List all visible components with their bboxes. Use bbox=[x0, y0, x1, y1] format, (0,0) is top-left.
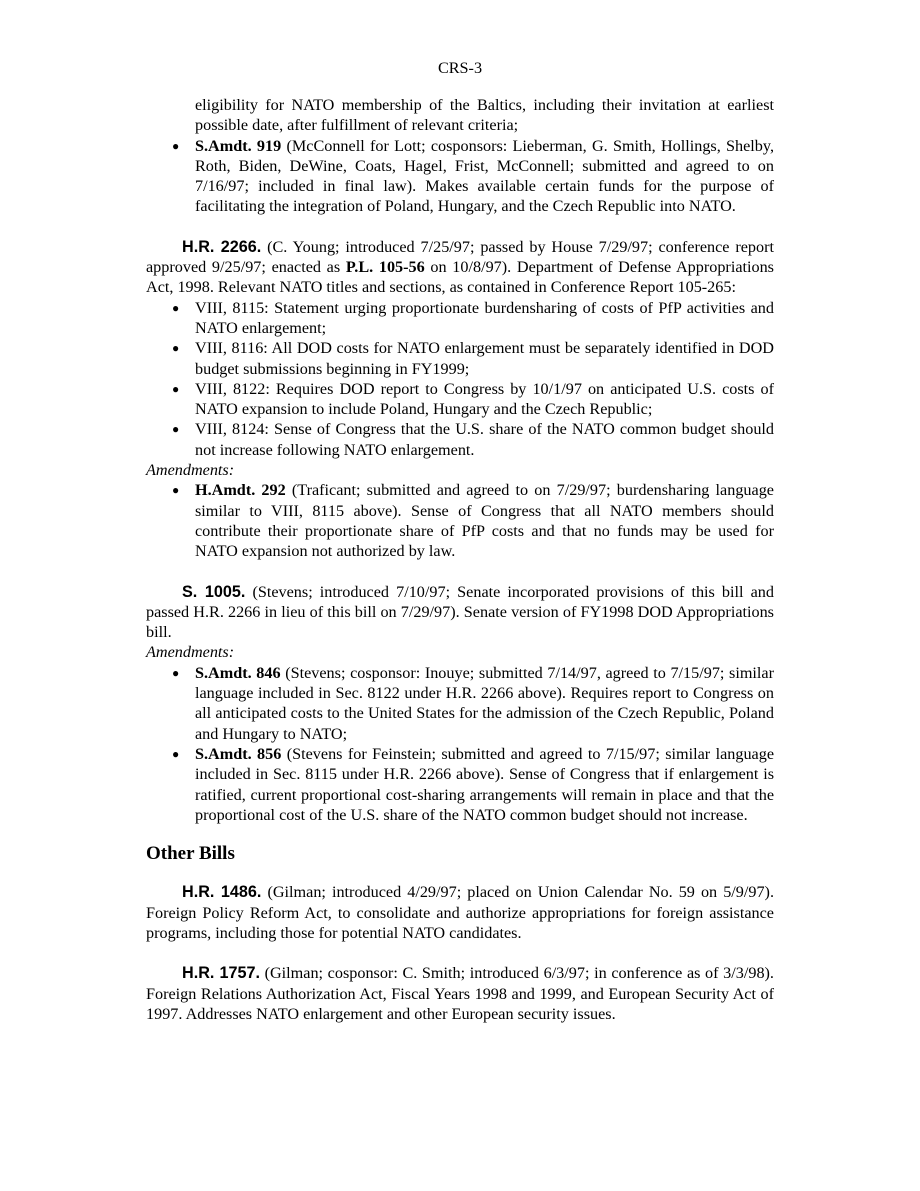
bill-text: (Gilman; introduced 4/29/97; placed on Union Calendar No. 59 on 5/9/97). Foreign Policy Reform Act, to consolidate and authorize appropriations for foreign assistance programs, including those for potential NATO candidates. bbox=[146, 883, 774, 942]
bill-entry-hr1486 bbox=[146, 882, 774, 943]
page-content bbox=[146, 95, 774, 1024]
amendment-text: (McConnell for Lott; cosponsors: Lieberman, G. Smith, Hollings, Shelby, Roth, Biden, DeWine, Coats, Hagel, Frist, McConnell; submitted and agreed to on 7/16/97; included in final law). Makes available certain funds for the purpose of facilitating the integration of Poland, Hungary, and the Czech Republic into NATO. bbox=[195, 136, 774, 216]
amendment-id: S.Amdt. 919 bbox=[195, 136, 282, 155]
list-item: ● VIII, 8124: Sense of Congress that the U.S. share of the NATO common budget should not increase following NATO enlargement. bbox=[146, 419, 774, 460]
section-heading: Other Bills bbox=[146, 843, 235, 865]
bill-id: H.R. 1757. bbox=[182, 964, 260, 983]
section-list bbox=[146, 298, 774, 460]
list-item bbox=[146, 136, 774, 217]
bill-entry-hr1757 bbox=[146, 963, 774, 1024]
list-item: ● VIII, 8116: All DOD costs for NATO enlargement must be separately identified in DOD budget submissions beginning in FY1999; bbox=[146, 338, 774, 379]
continued-amendment-list bbox=[146, 95, 774, 217]
list-item bbox=[146, 744, 774, 825]
list-item bbox=[146, 480, 774, 561]
list-item: ● VIII, 8122: Requires DOD report to Congress by 10/1/97 on anticipated U.S. costs of NATO expansion to include Poland, Hungary and the Czech Republic; bbox=[146, 379, 774, 420]
bill-entry-s1005 bbox=[146, 582, 774, 643]
bill-id: H.R. 1486. bbox=[182, 883, 262, 902]
bill-entry-hr2266 bbox=[146, 237, 774, 298]
amendment-list bbox=[146, 663, 774, 825]
bill-text: on 10/8/97). Department of Defense Appropriations Act, 1998. Relevant NATO titles and sections, as contained in Conference Report 105-265: bbox=[146, 258, 774, 297]
amendment-text: (Stevens for Feinstein; submitted and agreed to 7/15/97; similar language included in Sec. 8115 under H.R. 2266 above). Sense of Congress that if enlargement is ratified, current proportional cost-sharing arrangements will remain in place and that the proportional cost of the U.S. share of the NATO common budget should not increase. bbox=[195, 744, 774, 824]
list-item: ● VIII, 8115: Statement urging proportionate burdensharing of costs of PfP activities and NATO enlargement; bbox=[146, 298, 774, 339]
amendment-id: H.Amdt. 292 bbox=[195, 481, 286, 500]
bill-id: S. 1005. bbox=[182, 582, 246, 601]
amendment-text: (Stevens; cosponsor: Inouye; submitted 7/14/97, agreed to 7/15/97; similar language included in Sec. 8122 under H.R. 2266 above). Requires report to Congress on all anticipated costs to the United States for the admission of the Czech Republic, Poland and Hungary to NATO; bbox=[195, 663, 774, 743]
amendments-label: Amendments: bbox=[146, 643, 235, 662]
amendment-id: S.Amdt. 846 bbox=[195, 663, 281, 682]
page-number: CRS-3 bbox=[437, 59, 483, 77]
public-law-number: P.L. 105-56 bbox=[345, 258, 425, 277]
bill-text: (C. Young; introduced 7/25/97; passed by House 7/29/97; conference report approved 9/25/97; enacted as bbox=[146, 237, 775, 277]
amendment-text: (Traficant; submitted and agreed to on 7/29/97; burdensharing language similar to VIII, 8115 above). Sense of Congress that all NATO members should contribute their proportionate share of PfP costs and that no funds may be used for NATO expansion not authorized by law. bbox=[195, 481, 774, 561]
amendment-id: S.Amdt. 856 bbox=[195, 744, 282, 763]
bill-text: (Gilman; cosponsor: C. Smith; introduced 6/3/97; in conference as of 3/3/98). Foreign Relations Authorization Act, Fiscal Years 1998 and 1999, and European Security Act of 1997. Addresses NATO enlargement and other European security issues. bbox=[146, 964, 774, 1023]
bill-text: (Stevens; introduced 7/10/97; Senate incorporated provisions of this bill and passed H.R. 2266 in lieu of this bill on 7/29/97). Senate version of FY1998 DOD Appropriations bill. bbox=[146, 582, 774, 642]
continued-list-item: eligibility for NATO membership of the Baltics, including their invitation at earliest possible date, after fulfillment of relevant criteria; bbox=[195, 96, 774, 135]
bill-id: H.R. 2266. bbox=[182, 237, 262, 256]
amendment-list bbox=[146, 480, 774, 561]
list-item bbox=[146, 663, 774, 744]
amendments-label: Amendments: bbox=[146, 461, 235, 480]
